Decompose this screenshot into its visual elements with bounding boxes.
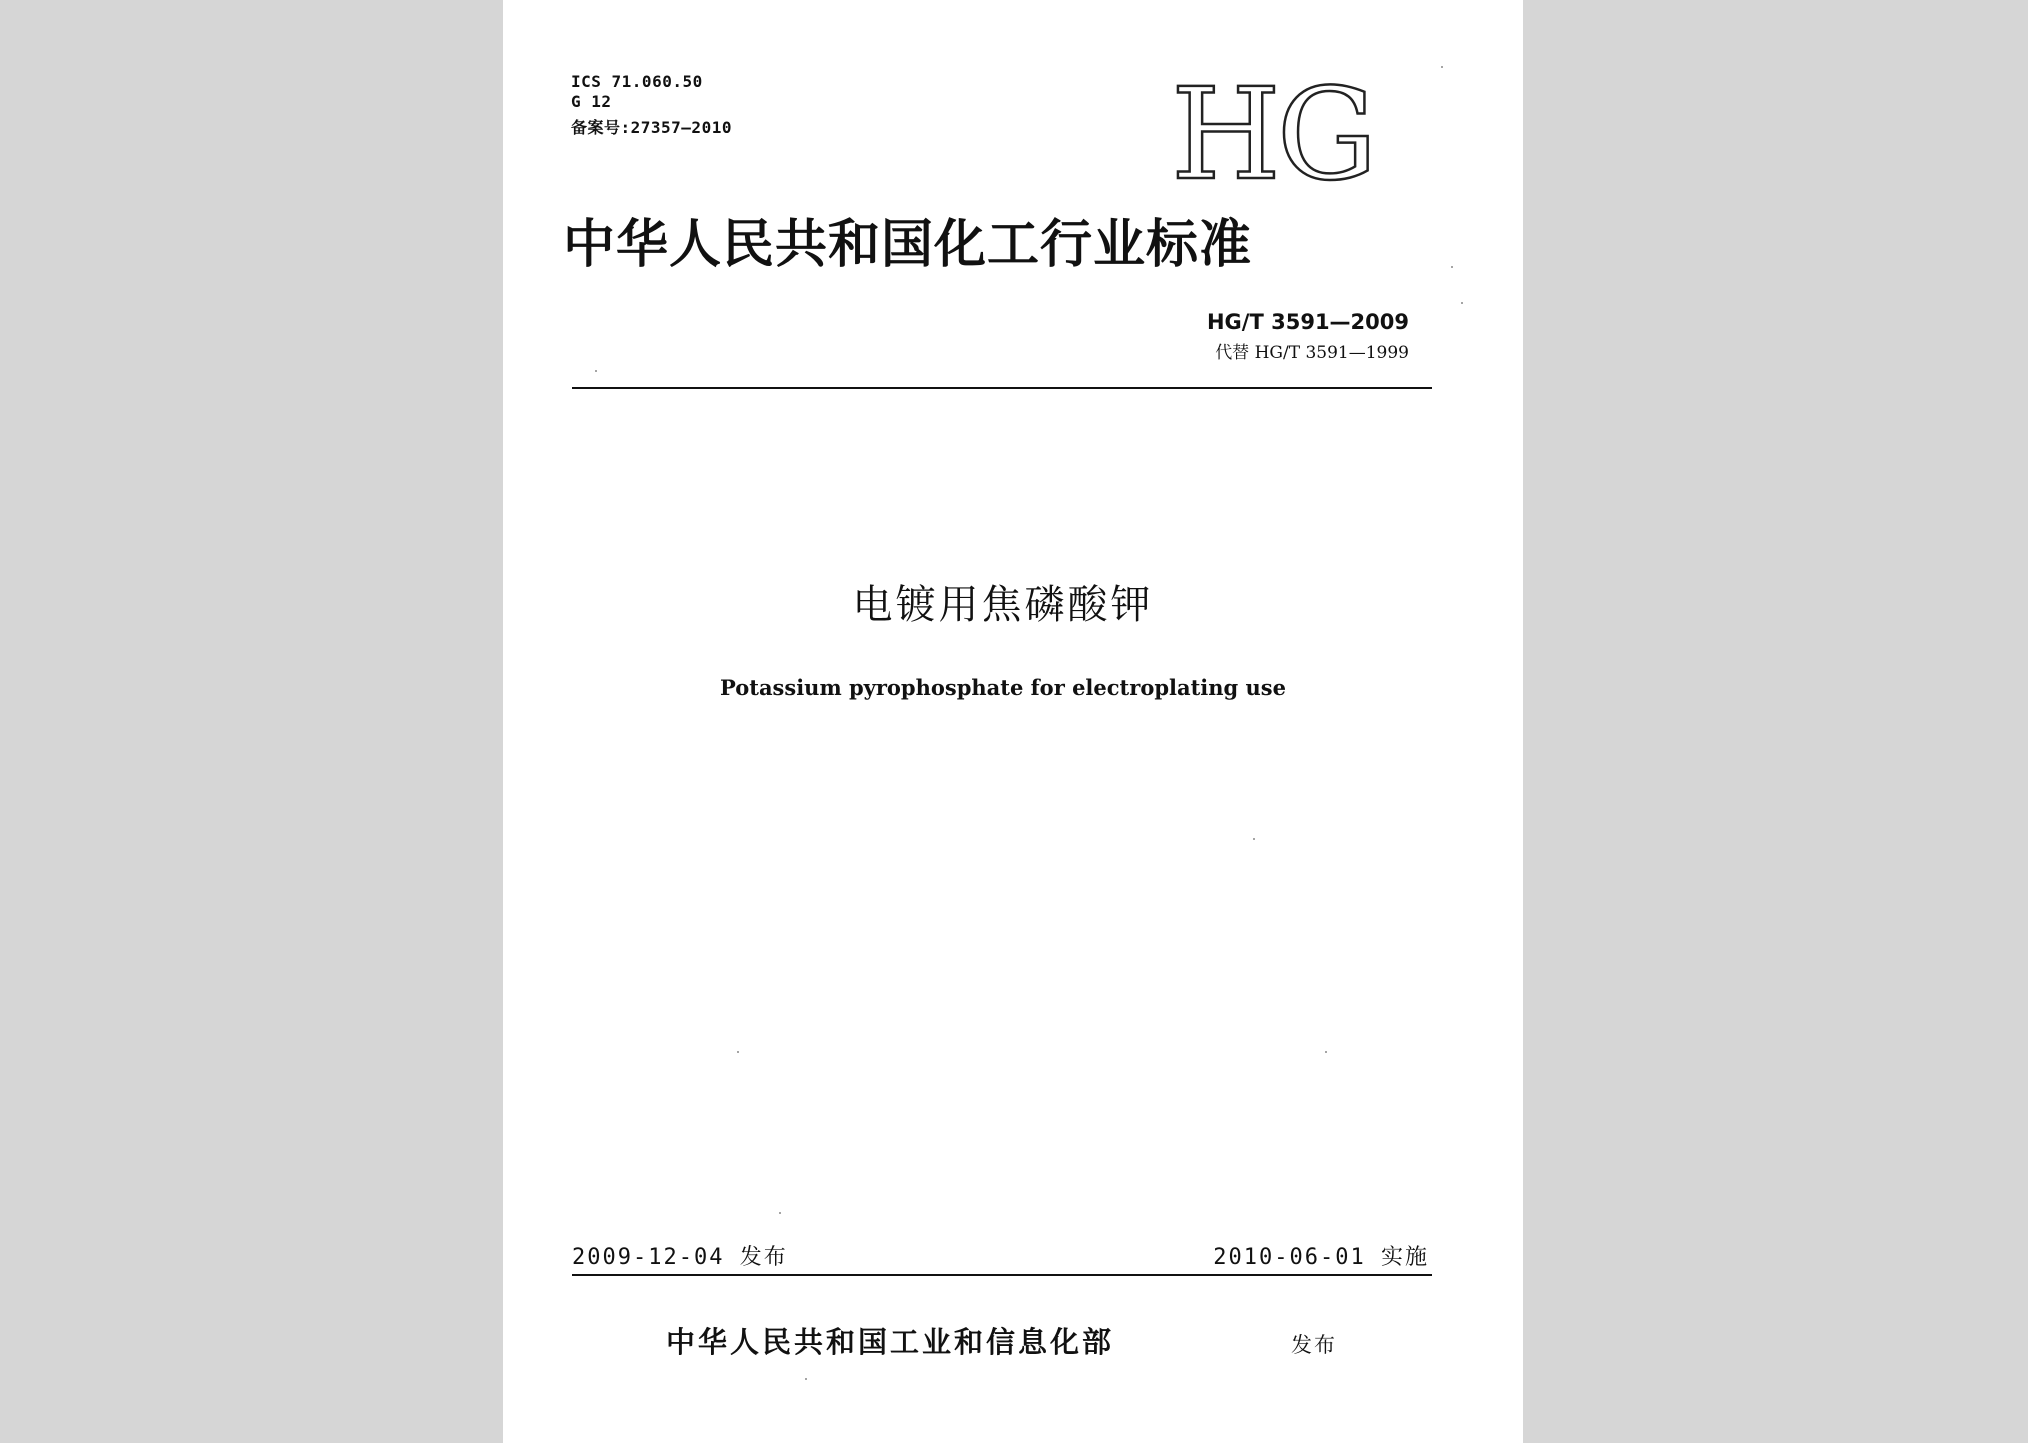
publish-date: 2009-12-04 发布 bbox=[572, 1245, 788, 1270]
scan-speck bbox=[595, 370, 597, 372]
scan-speck bbox=[1325, 1051, 1327, 1053]
document-title-english: Potassium pyrophosphate for electroplating use bbox=[720, 675, 1286, 700]
header-divider bbox=[572, 387, 1432, 389]
scan-speck bbox=[805, 1378, 807, 1380]
standard-number: HG/T 3591—2009 bbox=[1206, 310, 1409, 334]
scan-speck bbox=[737, 1051, 739, 1053]
publisher-name: 中华人民共和国工业和信息化部 bbox=[666, 1325, 1115, 1359]
replaced-standard: 代替 HG/T 3591—1999 bbox=[1215, 343, 1409, 363]
document-title-chinese: 电镀用焦磷酸钾 bbox=[852, 582, 1154, 628]
effective-date: 2010-06-01 实施 bbox=[1213, 1245, 1429, 1270]
hg-logo: HG bbox=[1171, 61, 1374, 208]
publisher-suffix: 发布 bbox=[1291, 1333, 1337, 1357]
issuing-authority-title: 中华人民共和国化工行业标准 bbox=[563, 214, 1253, 275]
classification-code: G 12 bbox=[571, 92, 612, 111]
record-number: 备案号:27357—2010 bbox=[571, 118, 732, 137]
footer-divider bbox=[572, 1274, 1432, 1276]
scan-speck bbox=[779, 1212, 781, 1214]
scan-speck bbox=[1441, 66, 1443, 68]
scan-speck bbox=[1461, 302, 1463, 304]
scan-speck bbox=[1451, 266, 1453, 268]
scan-speck bbox=[1253, 838, 1255, 840]
ics-code: ICS 71.060.50 bbox=[571, 72, 703, 91]
document-page bbox=[503, 0, 1523, 1443]
